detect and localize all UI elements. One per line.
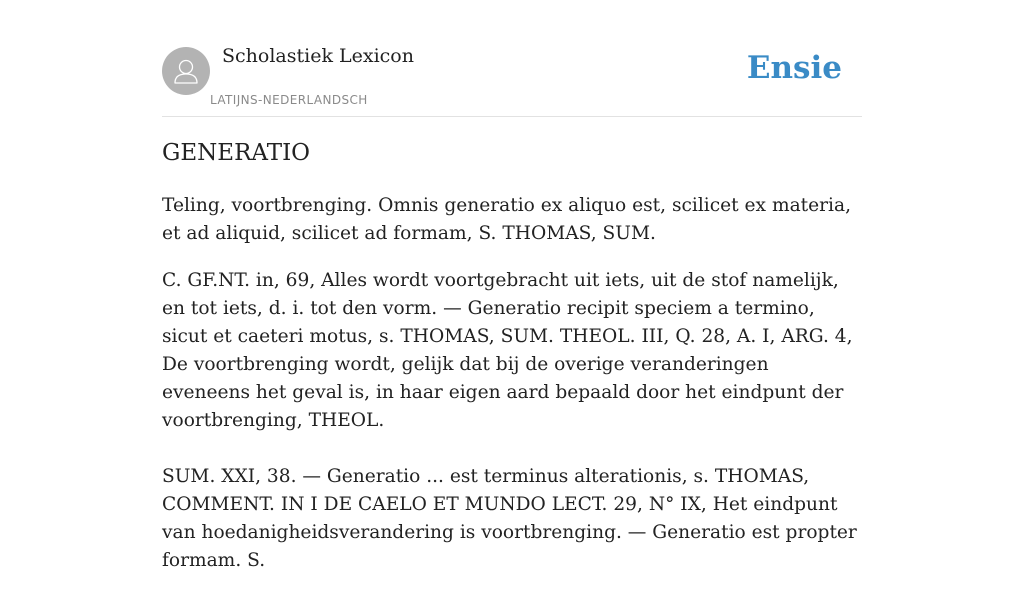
source-title[interactable]: Scholastiek Lexicon xyxy=(222,45,414,67)
entry-paragraph: SUM. XXI, 38. — Generatio ... est terminus alterationis, s. THOMAS, COMMENT. IN I DE CAELO ET MUNDO LECT. 29, N° IX, Het eindpunt van hoedanigheidsverandering is voortbrenging. — Generatio est propter formam. S. xyxy=(162,466,857,571)
user-outline-icon[interactable] xyxy=(162,47,210,95)
entry-body xyxy=(162,192,862,594)
source-subtitle: LATIJNS-NEDERLANDSCH xyxy=(210,93,368,107)
entry-paragraph: C. GF.NT. in, 69, Alles wordt voortgebracht uit iets, uit de stof namelijk, en tot iets, d. i. tot den vorm. — Generatio recipit speciem a termino, sicut et caeteri motus, s. THOMAS, SUM. THEOL. III, Q. 28, A. I, ARG. 4, De voortbrenging wordt, gelijk dat bij de overige veranderingen eveneens het geval is, in haar eigen aard bepaald door het eindpunt der voortbrenging, THEOL. xyxy=(162,270,853,431)
ensie-logo[interactable]: Ensie xyxy=(746,50,842,86)
entry-paragraph: Teling, voortbrenging. Omnis generatio ex aliquo est, scilicet ex materia, et ad aliquid, scilicet ad formam, S. THOMAS, SUM. xyxy=(162,195,851,244)
entry-title: GENERATIO xyxy=(162,140,311,166)
site-header xyxy=(162,0,862,117)
